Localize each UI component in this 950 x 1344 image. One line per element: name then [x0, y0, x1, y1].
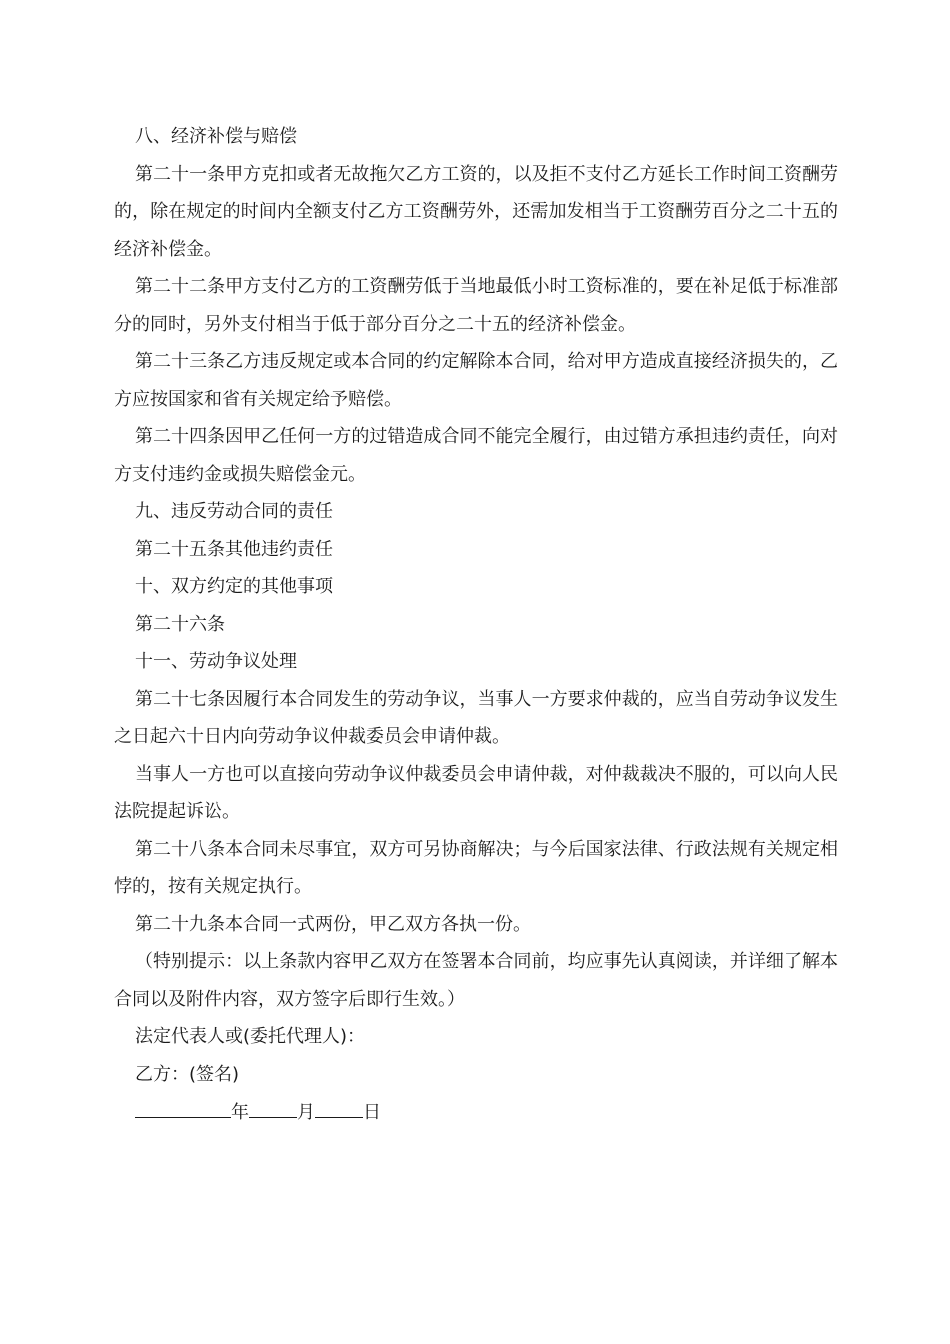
article-26: 第二十六条: [135, 613, 225, 635]
article-27-continued: 当事人一方也可以直接向劳动争议仲裁委员会申请仲裁，对仲裁裁决不服的，可以向人民法院提起诉讼。: [114, 763, 838, 822]
party-b-signature-line: 乙方：(签名): [135, 1063, 240, 1085]
month-blank: [249, 1093, 297, 1118]
date-line: [114, 1093, 838, 1132]
article-29: 第二十九条本合同一式两份，甲乙双方各执一份。: [135, 913, 531, 935]
article-25: 第二十五条其他违约责任: [135, 538, 333, 560]
article-23: 第二十三条乙方违反规定或本合同的约定解除本合同，给对甲方造成直接经济损失的，乙方应按国家和省有关规定给予赔偿。: [114, 351, 838, 410]
legal-representative-line: 法定代表人或(委托代理人)：: [135, 1026, 366, 1047]
day-blank: [315, 1093, 363, 1118]
month-label: 月: [297, 1102, 315, 1123]
section-heading-11: 十一、劳动争议处理: [135, 651, 297, 672]
article-24: 第二十四条因甲乙任何一方的过错造成合同不能完全履行，由过错方承担违约责任，向对方支付违约金或损失赔偿金元。: [114, 426, 838, 485]
document-body: [114, 118, 838, 1132]
section-heading-9: 九、违反劳动合同的责任: [135, 501, 333, 522]
section-heading-10: 十、双方约定的其他事项: [135, 576, 333, 597]
article-28: 第二十八条本合同未尽事宜，双方可另协商解决；与今后国家法律、行政法规有关规定相悖的，按有关规定执行。: [114, 838, 838, 897]
section-heading-8: 八、经济补偿与赔偿: [135, 126, 297, 147]
year-blank: [135, 1093, 231, 1118]
article-22: 第二十二条甲方支付乙方的工资酬劳低于当地最低小时工资标准的，要在补足低于标准部分的同时，另外支付相当于低于部分百分之二十五的经济补偿金。: [114, 276, 838, 335]
year-label: 年: [231, 1102, 249, 1123]
day-label: 日: [363, 1102, 381, 1123]
article-21: 第二十一条甲方克扣或者无故拖欠乙方工资的，以及拒不支付乙方延长工作时间工资酬劳的，除在规定的时间内全额支付乙方工资酬劳外，还需加发相当于工资酬劳百分之二十五的经济补偿金。: [114, 163, 838, 260]
article-27: 第二十七条因履行本合同发生的劳动争议，当事人一方要求仲裁的，应当自劳动争议发生之日起六十日内向劳动争议仲裁委员会申请仲裁。: [114, 688, 838, 747]
special-notice: （特别提示：以上条款内容甲乙双方在签署本合同前，均应事先认真阅读，并详细了解本合同以及附件内容，双方签字后即行生效。）: [114, 951, 838, 1010]
